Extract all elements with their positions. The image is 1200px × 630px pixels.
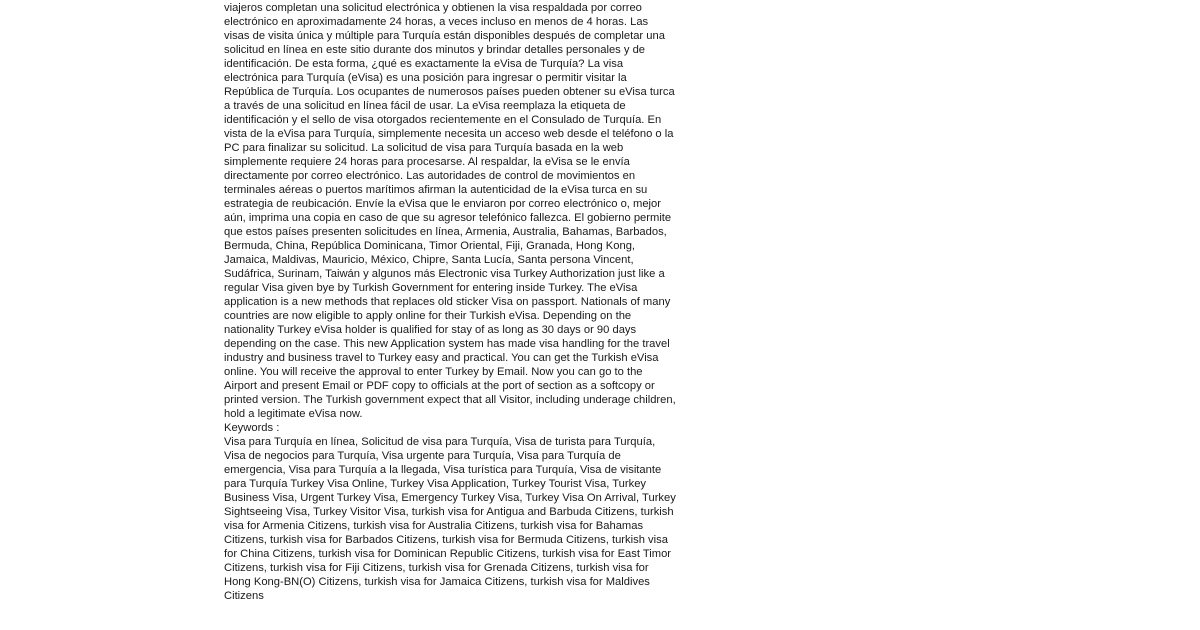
- keywords-list: Visa para Turquía en línea, Solicitud de visa para Turquía, Visa de turista para Turquía, Visa de negocios para Turquía, Visa urgente para Turquía, Visa para Turquía de emergencia, Visa para Turquía a la llegada, Visa turística para Turquía, Visa de visitante para Turquía Turkey Visa Online, Turkey Visa Application, Turkey Tourist Visa, Turkey Business Visa, Urgent Turkey Visa, Emergency Turkey Visa, Turkey Visa On Arrival, Turkey Sightseeing Visa, Turkey Visitor Visa, turkish visa for Antigua and Barbuda Citizens, turkish visa for Armenia Citizens, turkish visa for Australia Citizens, turkish visa for Bahamas Citizens, turkish visa for Barbados Citizens, turkish visa for Bermuda Citizens, turkish visa for China Citizens, turkish visa for Dominican Republic Citizens, turkish visa for East Timor Citizens, turkish visa for Fiji Citizens, turkish visa for Grenada Citizens, turkish visa for Hong Kong-BN(O) Citizens, turkish visa for Jamaica Citizens, turkish visa for Maldives Citizens: [224, 436, 676, 602]
- article-content: [224, 0, 676, 603]
- article-body: viajeros completan una solicitud electrónica y obtienen la visa respaldada por correo electrónico en aproximadamente 24 horas, a veces incluso en menos de 4 horas. Las visas de visita única y múltiple para Turquía están disponibles después de completar una solicitud en línea en este sitio durante dos minutos y brindar detalles personales y de identificación. De esta forma, ¿qué es exactamente la eVisa de Turquía? La visa electrónica para Turquía (eVisa) es una posición para ingresar o permitir visitar la República de Turquía. Los ocupantes de numerosos países pueden obtener su eVisa turca a través de una solicitud en línea fácil de usar. La eVisa reemplaza la etiqueta de identificación y el sello de visa otorgados recientemente en el Consulado de Turquía. En vista de la eVisa para Turquía, simplemente necesita un acceso web desde el teléfono o la PC para finalizar su solicitud. La solicitud de visa para Turquía basada en la web simplemente requiere 24 horas para procesarse. Al respaldar, la eVisa se le envía directamente por correo electrónico. Las autoridades de control de movimientos en terminales aéreas o puertos marítimos afirman la autenticidad de la eVisa turca en su estrategia de reubicación. Envíe la eVisa que le enviaron por correo electrónico o, mejor aún, imprima una copia en caso de que su agresor telefónico fallezca. El gobierno permite que estos países presenten solicitudes en línea, Armenia, Australia, Bahamas, Barbados, Bermuda, China, República Dominicana, Timor Oriental, Fiji, Granada, Hong Kong, Jamaica, Maldivas, Mauricio, México, Chipre, Santa Lucía, Santa persona Vincent, Sudáfrica, Surinam, Taiwán y algunos más Electronic visa Turkey Authorization just like a regular Visa given bye by Turkish Government for entering inside Turkey. The eVisa application is a new methods that replaces old sticker Visa on passport. Nationals of many countries are now eligible to apply online for their Turkish eVisa. Depending on the nationality Turkey eVisa holder is qualified for stay of as long as 30 days or 90 days depending on the case. This new Application system has made visa handling for the travel industry and business travel to Turkey easy and practical. You can get the Turkish eVisa online. You will receive the approval to enter Turkey by Email. Now you can go to the Airport and present Email or PDF copy to officials at the port of section as a softcopy or printed version. The Turkish government expect that all Visitor, including underage children, hold a legitimate eVisa now.: [224, 2, 676, 420]
- keywords-heading: Keywords :: [224, 422, 280, 434]
